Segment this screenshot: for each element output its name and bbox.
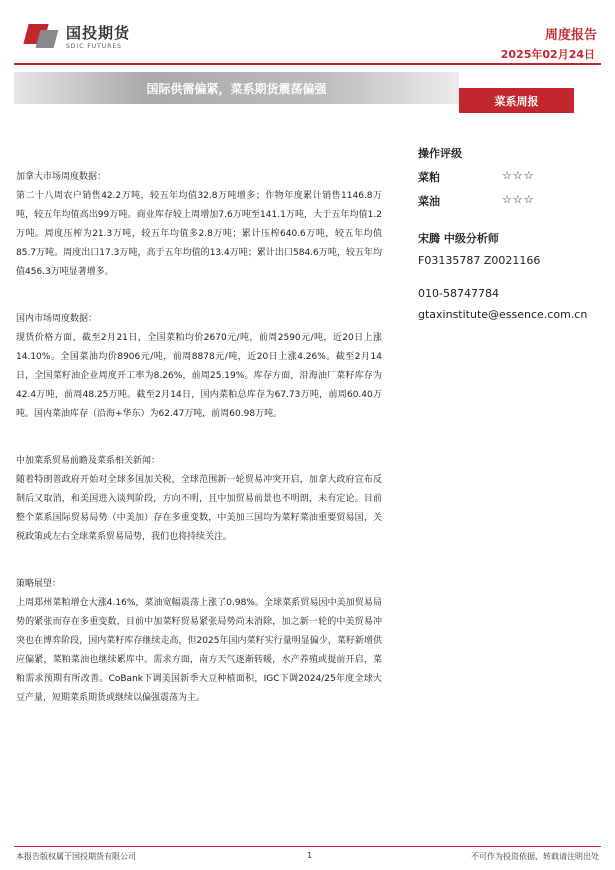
- analyst-cert: F03135787 Z0021166: [418, 254, 541, 267]
- section-paragraph: 随着特朗普政府开始对全球多国加关税，全球范围新一轮贸易冲突开启，加拿大政府宣布反制后又取消，和美国进入谈判阶段，方向不明，且中加贸易前景也不明朗，未有定论。目前整个菜系国际贸易局势（中美加）存在多重变数，中美加三国均为菜籽菜油重要贸易国，关税政策或左右全球菜系贸易局势，我们也将持续关注。: [16, 475, 382, 542]
- rating-stars-icon: ☆☆☆: [502, 169, 535, 182]
- rating-row: [418, 193, 603, 209]
- footer-divider: [14, 846, 601, 847]
- report-title: 国际供需偏紧，菜系期货震荡偏强: [146, 82, 327, 96]
- section-heading: 国内市场周度数据：: [16, 314, 98, 324]
- sidebar: [418, 145, 603, 321]
- footer-copyright: 本报告版权属于国投期货有限公司: [16, 852, 136, 861]
- section-paragraph: 现货价格方面，截至2月21日，全国菜粕均价2670元/吨，前周2590元/吨，近20日上涨14.10%。全国菜油均价8906元/吨，前周8878元/吨，近20日上涨4.26%。截至2月14日，全国菜籽油企业周度开工率为8.26%，前周25.19%。库存方面，沿海油厂菜籽库存为42.4万吨，前周48.25万吨。截至2月14日，国内菜粕总库存为67.73万吨，前周60.40万吨。国内菜油库存（沿海+华东）为62.47万吨，前周60.98万吨。: [16, 333, 382, 419]
- rating-stars-icon: ☆☆☆: [502, 193, 535, 206]
- section-heading: 中加菜系贸易前瞻及菜系相关新闻：: [16, 456, 161, 466]
- logo-text: [66, 22, 130, 50]
- category-badge: 菜系周报: [459, 88, 574, 113]
- analyst-phone: 010-58747784: [418, 287, 499, 300]
- rating-name: 菜粕: [418, 171, 440, 184]
- analyst-email: gtaxinstitute@essence.com.cn: [418, 308, 588, 321]
- report-type: 周度报告: [544, 28, 597, 43]
- page-number: 1: [307, 851, 313, 860]
- rating-name: 菜油: [418, 195, 440, 208]
- logo-name-cn: 国投期货: [66, 24, 131, 42]
- logo-name-en: SDIC FUTURES: [66, 43, 122, 50]
- footer-disclaimer: 不可作为投资依据，转载请注明出处: [471, 852, 599, 861]
- section-heading: 策略展望：: [16, 579, 62, 589]
- rating-title: 操作评级: [418, 147, 462, 160]
- section-heading: 加拿大市场周度数据：: [16, 172, 107, 182]
- section-paragraph: 第二十八周农户销售42.2万吨，较五年均值32.8万吨增多；作物年度累计销售1146.8万吨，较五年均值高出99万吨。商业库存较上周增加7.6万吨至141.1万吨，大于五年均值1.2万吨。周度压榨为21.3万吨，较五年均值多2.8万吨；累计压榨640.6万吨，较五年均值85.7万吨。周度出口17.3万吨，高于五年均值的13.4万吨；累计出口584.6万吨，较五年均值456.3万吨显著增多。: [16, 191, 382, 277]
- section-paragraph: 上周郑州菜粕增仓大涨4.16%，菜油宽幅震荡上涨了0.98%。全球菜系贸易因中美加贸易局势的紧张而存在多重变数，目前中加菜籽贸易紧张局势尚未消除，加之新一轮的中美贸易冲突也在博弈阶段，国内菜籽库存继续走高，但2025年国内菜籽实行量明显偏少，菜籽新增供应偏紧，菜粕菜油也继续累库中。需求方面，南方天气逐渐转暖，水产养殖或提前开启，菜粕需求预期有所改善。CoBank下调美国新季大豆种植面积，IGC下调2024/25年度全球大豆产量，短期菜系期货或继续以偏强震荡为主。: [16, 598, 382, 703]
- header-divider: [14, 63, 601, 65]
- report-date: 2025年02月24日: [500, 48, 595, 61]
- logo-mark-icon: [22, 22, 62, 50]
- company-logo: [22, 22, 130, 50]
- rating-row: [418, 169, 603, 185]
- report-body: [16, 168, 382, 708]
- title-banner: [14, 72, 459, 104]
- analyst-name: 宋腾 中级分析师: [418, 232, 499, 245]
